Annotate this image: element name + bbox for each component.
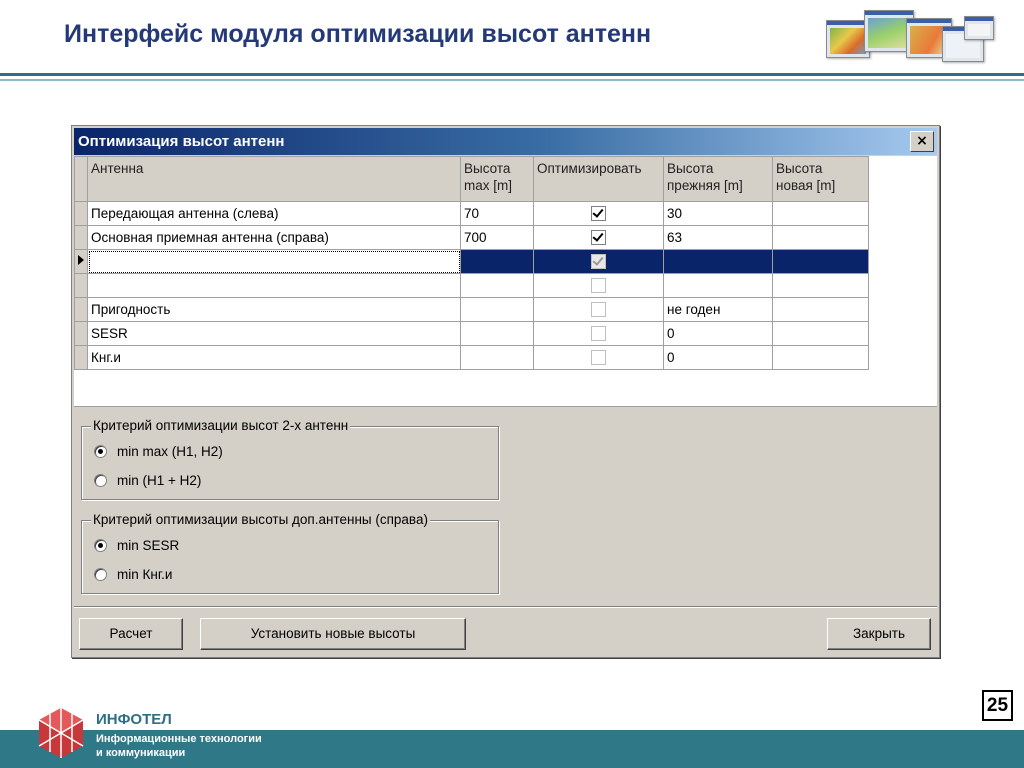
button-separator: [74, 606, 937, 608]
radio-min-sum[interactable]: [94, 473, 201, 488]
radio-button[interactable]: [94, 445, 107, 458]
col-header-line: Антенна: [91, 161, 144, 176]
cell-h-old[interactable]: 0: [664, 346, 773, 370]
criteria-extra-antenna-group: [81, 512, 499, 594]
cell-hmax[interactable]: [461, 250, 534, 274]
cell-h-old[interactable]: 30: [664, 202, 773, 226]
grid-header-row: [75, 157, 869, 202]
row-indicator[interactable]: [75, 346, 88, 370]
table-row[interactable]: [75, 346, 869, 370]
group-title: Критерий оптимизации высоты доп.антенны (справа): [93, 512, 428, 527]
cell-h-new[interactable]: [773, 322, 869, 346]
radio-button[interactable]: [94, 539, 107, 552]
col-header-antenna[interactable]: [88, 157, 461, 202]
table-row[interactable]: [75, 250, 869, 274]
set-new-heights-button[interactable]: Установить новые высоты: [200, 618, 466, 650]
col-header-line: новая [m]: [776, 178, 836, 193]
calculate-button[interactable]: Расчет: [79, 618, 183, 650]
col-header-line: прежняя [m]: [667, 178, 743, 193]
optimize-checkbox[interactable]: [591, 302, 606, 317]
col-header-line: Оптимизировать: [537, 161, 642, 176]
table-row[interactable]: [75, 202, 869, 226]
row-indicator[interactable]: [75, 202, 88, 226]
radio-min-kng[interactable]: [94, 567, 172, 582]
dialog-titlebar: [74, 128, 937, 155]
table-row[interactable]: [75, 226, 869, 250]
title-rule: [0, 73, 1024, 76]
col-header-optimize[interactable]: [534, 157, 664, 202]
radio-button[interactable]: [94, 474, 107, 487]
cell-h-old[interactable]: [664, 274, 773, 298]
slide-title: Интерфейс модуля оптимизации высот антенн: [64, 20, 652, 48]
cell-h-old[interactable]: не годен: [664, 298, 773, 322]
cell-h-old[interactable]: 63: [664, 226, 773, 250]
close-button[interactable]: Закрыть: [827, 618, 931, 650]
optimize-checkbox[interactable]: [591, 350, 606, 365]
optimize-checkbox[interactable]: [591, 230, 606, 245]
cell-optimize[interactable]: [534, 346, 664, 370]
col-header-line: Высота: [464, 161, 511, 176]
col-header-line: Высота: [776, 161, 823, 176]
cell-optimize[interactable]: [534, 250, 664, 274]
cell-optimize[interactable]: [534, 226, 664, 250]
optimize-checkbox[interactable]: [591, 326, 606, 341]
table-row[interactable]: [75, 298, 869, 322]
cell-hmax[interactable]: [461, 322, 534, 346]
row-indicator[interactable]: [75, 322, 88, 346]
row-indicator[interactable]: [75, 250, 88, 274]
page-number: 25: [982, 690, 1013, 721]
radio-button[interactable]: [94, 568, 107, 581]
close-window-button[interactable]: ×: [910, 131, 934, 152]
company-tagline: [96, 732, 316, 760]
table-row[interactable]: [75, 322, 869, 346]
optimize-checkbox[interactable]: [591, 278, 606, 293]
cell-antenna[interactable]: Кнг.и: [88, 346, 461, 370]
cell-antenna[interactable]: SESR: [88, 322, 461, 346]
company-logo-icon: [34, 706, 88, 760]
cell-hmax[interactable]: [461, 274, 534, 298]
radio-min-max[interactable]: [94, 444, 223, 459]
row-indicator-header: [75, 157, 88, 202]
optimize-checkbox[interactable]: [591, 206, 606, 221]
col-header-h-new[interactable]: [773, 157, 869, 202]
tagline-line-2: и коммуникации: [96, 747, 186, 759]
radio-label: min Кнг.и: [117, 567, 173, 582]
cell-optimize[interactable]: [534, 274, 664, 298]
cell-optimize[interactable]: [534, 298, 664, 322]
cell-optimize[interactable]: [534, 322, 664, 346]
col-header-line: Высота: [667, 161, 714, 176]
col-header-h-old[interactable]: [664, 157, 773, 202]
screenshot-thumbnails: [826, 10, 996, 68]
radio-min-sesr[interactable]: [94, 538, 179, 553]
current-row-arrow-icon: [78, 255, 84, 265]
radio-label: min max (H1, H2): [117, 444, 223, 459]
row-indicator[interactable]: [75, 274, 88, 298]
title-rule-light: [0, 79, 1024, 81]
criteria-two-antennas-group: [81, 418, 499, 500]
cell-antenna[interactable]: Пригодность: [88, 298, 461, 322]
col-header-line: max [m]: [464, 178, 513, 193]
table-row[interactable]: [75, 274, 869, 298]
cell-h-new[interactable]: [773, 274, 869, 298]
cell-antenna[interactable]: Передающая антенна (слева): [88, 202, 461, 226]
cell-hmax[interactable]: [461, 346, 534, 370]
cell-antenna[interactable]: [88, 250, 461, 274]
cell-h-new[interactable]: [773, 250, 869, 274]
cell-h-new[interactable]: [773, 202, 869, 226]
cell-hmax[interactable]: 70: [461, 202, 534, 226]
dialog-title: Оптимизация высот антенн: [78, 133, 285, 150]
cell-h-old[interactable]: 0: [664, 322, 773, 346]
cell-antenna[interactable]: [88, 274, 461, 298]
company-name: ИНФОТЕЛ: [96, 711, 172, 728]
row-indicator[interactable]: [75, 226, 88, 250]
cell-h-new[interactable]: [773, 346, 869, 370]
group-title: Критерий оптимизации высот 2-х антенн: [93, 418, 349, 433]
tagline-line-1: Информационные технологии: [96, 733, 262, 745]
col-header-hmax[interactable]: [461, 157, 534, 202]
cell-antenna[interactable]: Основная приемная антенна (справа): [88, 226, 461, 250]
antenna-grid: [74, 156, 937, 407]
radio-label: min SESR: [117, 538, 180, 553]
cell-h-old[interactable]: [664, 250, 773, 274]
cell-hmax[interactable]: [461, 298, 534, 322]
cell-hmax[interactable]: 700: [461, 226, 534, 250]
optimization-dialog: [71, 125, 940, 658]
cell-optimize[interactable]: [534, 202, 664, 226]
thumbnail-5: [964, 16, 994, 40]
radio-label: min (H1 + H2): [117, 473, 202, 488]
row-indicator[interactable]: [75, 298, 88, 322]
cell-h-new[interactable]: [773, 298, 869, 322]
optimize-checkbox[interactable]: [591, 254, 606, 269]
cell-h-new[interactable]: [773, 226, 869, 250]
